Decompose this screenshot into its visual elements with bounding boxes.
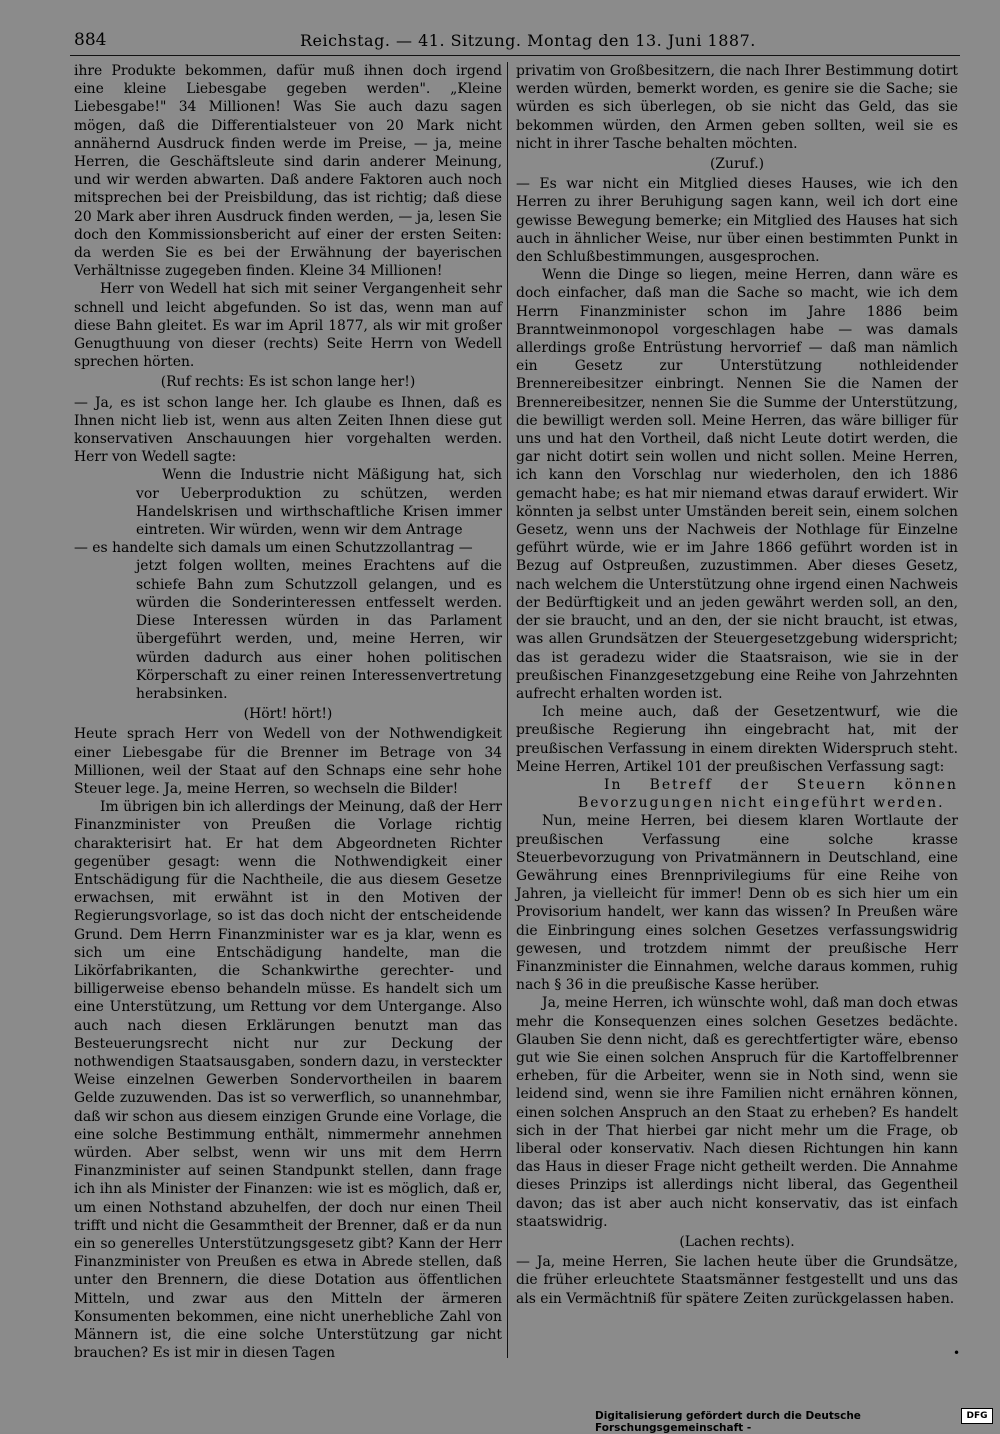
paragraph: Herr von Wedell hat sich mit seiner Vergangenheit sehr schnell und leicht abgefunden. So ist das, wenn man auf diese Bahn gleitet. Es war im April 1877, als wir mit großer Genugthuung von dieser (rechts) Seite Herrn von Wedell sprechen hörten. <box>74 281 502 371</box>
paragraph: Ja, meine Herren, ich wünschte wohl, daß man doch etwas mehr die Konsequenzen eines solchen Gesetzes bedächte. Glauben Sie denn nicht, daß es gerechtfertigter wäre, ebenso gut wie Sie einen solchen Anspruch für die Kartoffelbrenner erheben, für die Arbeiter, wenn sie in Noth sind, wenn sie leidend sind, wenn sie ihre Familien nicht ernähren können, einen solchen Anspruch an den Staat zu erheben? Es handelt sich in der That hierbei gar nicht mehr um die Frage, ob liberal oder konservativ. Nach diesen Richtungen hin kann das Haus in dieser Frage nicht getheilt werden. Die Annahme dieses Prinzips ist allerdings nicht liberal, das Gegentheil davon; das ist aber auch nicht konservativ, das ist einfach staatswidrig. <box>516 995 958 1230</box>
header-rule <box>70 55 960 56</box>
page-mark: • <box>953 1346 961 1360</box>
paragraph: Nun, meine Herren, bei diesem klaren Wortlaute der preußischen Verfassung eine solche krasse Steuerbevorzugung von Privatmännern in Deutschland, eine Gewährung eines Brennprivilegiums für eine Reihe von Jahren, ja vielleicht für immer! Denn ob es sich hier um ein Provisorium handelt, wer kann das wissen? In Preußen wäre die Einbringung eines solchen Gesetzes verfassungswidrig gewesen, und trotzdem nimmt der preußische Herr Finanzminister die Einnahmen, welche daraus kommen, ruhig nach § 36 in die preußische Kasse herüber. <box>516 813 958 994</box>
quotation: jetzt folgen wollten, meines Erachtens auf die schiefe Bahn zum Schutzzoll gelangen, und es würden die Sonderinteressen entfesselt werden. Diese Interessen würden in das Parlament übergeführt werden, und, meine Herren, wir würden dadurch aus einer hohen politischen Körperschaft zu einer reinen Interessenvertretung herabsinken. <box>136 558 502 702</box>
quotation: In Betreff der Steuern können Bevorzugungen nicht eingeführt werden. <box>578 776 958 812</box>
paragraph: Ich meine auch, daß der Gesetzentwurf, wie die preußische Regierung ihn eingebracht hat, mit der preußischen Verfassung in einem direkten Widerspruch steht. Meine Herren, Artikel 101 der preußischen Verfassung sagt: <box>516 704 958 775</box>
interjection: (Lachen rechts). <box>679 1234 795 1250</box>
paragraph: — Ja, meine Herren, Sie lachen heute über die Grundsätze, die früher erleuchtete Staatsmänner festgestellt und uns das als ein Vermächtniß für spätere Zeiten zurückgelassen haben. <box>516 1254 958 1307</box>
paragraph: — es handelte sich damals um einen Schutzzollantrag — <box>74 540 473 557</box>
interjection: (Zuruf.) <box>709 156 765 173</box>
paragraph: Heute sprach Herr von Wedell von der Nothwendigkeit einer Liebesgabe für die Brenner im Betrage von 34 Millionen, weil der Staat auf den Schnaps eine sehr hohe Steuer lege. Ja, meine Herren, so wechseln die Bilder! <box>74 726 502 797</box>
paragraph: Im übrigen bin ich allerdings der Meinung, daß der Herr Finanzminister von Preußen die Vorlage richtig charakterisirt hat. Er hat dem Abgeordneten Richter gegenüber gesagt: wenn die Nothwendigkeit einer Entschädigung für die Nachtheile, die aus diesem Gesetze erwachsen, mit erwähnt ist in den Motiven der Regierungsvorlage, so ist das doch nicht der entscheidende Grund. Dem Herrn Finanzminister war es ja klar, wenn es sich um eine Entschädigung handelte, man die Likörfabrikanten, die Schankwirthe gerechter- und billigerweise ebenso behandeln müsse. Es handelt sich um eine Unterstützung, um Rettung vor dem Untergange. Also auch nach diesen Erklärungen benutzt man das Besteuerungsrecht nicht nur zur Deckung der nothwendigen Staatsausgaben, sondern dazu, in versteckter Weise einzelnen Gewerben Sondervortheilen in baarem Gelde zuzuwenden. Das ist so verwerflich, so unannehmbar, daß wir schon aus diesem einzigen Grunde eine Vorlage, die eine solche Bestimmung enthält, nimmermehr annehmen würden. Aber selbst, wenn wir uns mit dem Herrn Finanzminister auf seinen Standpunkt stellen, dann frage ich ihn als Minister der Finanzen: wie ist es möglich, daß er, um einen Nothstand abzuhelfen, der doch nur einen Theil trifft und nicht die Gesammtheit der Brenner, daß er da nun ein so generelles Unterstützungsgesetz gibt? Kann der Herr Finanzminister von Preußen es etwa in Abrede stellen, daß unter den Brennern, die diese Dotation aus öffentlichen Mitteln, und zwar aus den Mitteln der ärmeren Konsumenten bekommen, eine nicht unerhebliche Zahl von Männern ist, die eine solche Unterstützung gar nicht brauchen? Es ist mir in diesen Tagen <box>74 799 502 1362</box>
left-column <box>74 62 502 1362</box>
page-number: 884 <box>74 30 107 50</box>
column-divider <box>507 62 508 1358</box>
paragraph: privatim von Großbesitzern, die nach Ihrer Bestimmung dotirt werden würden, bemerkt worden, es genire sie die Sache; sie würden es sich überlegen, ob sie nicht das Geld, das sie bekommen würden, den Armen geben sollten, weil sie es nicht in ihrer Tasche behalten möchten. <box>516 63 958 152</box>
right-column <box>516 62 958 1308</box>
interjection: (Ruf rechts: Es ist schon lange her!) <box>160 374 416 391</box>
interjection: (Hört! hört!) <box>243 706 333 723</box>
running-head: Reichstag. — 41. Sitzung. Montag den 13. Juni 1887. <box>300 31 756 50</box>
page-header <box>70 28 958 52</box>
paragraph: ihre Produkte bekommen, dafür muß ihnen doch irgend eine kleine Liebesgabe gegeben werden". „Kleine Liebesgabe!" 34 Millionen! Was Sie auch dazu sagen mögen, daß die Differentialsteuer von 20 Mark nicht annähernd Ausdruck finden werde im Preise, — ja, meine Herren, die Geschäftsleute sind darin anderer Meinung, und wir werden abwarten. Daß andere Faktoren auch noch mitsprechen bei der Preisbildung, das ist richtig; daß diese 20 Mark aber ihren Ausdruck finden werden, — ja, lesen Sie doch den Kommissionsbericht auf einer der ersten Seiten: da werden Sie es bei der Erwähnung der bayerischen Verhältnisse zugegeben finden. Kleine 34 Millionen! <box>74 63 502 280</box>
quotation: Wenn die Industrie nicht Mäßigung hat, sich vor Ueberproduktion zu schützen, werden Handelskrisen und wirthschaftliche Krisen immer eintreten. Wir würden, wenn wir dem Antrage <box>136 467 502 539</box>
paragraph: — Ja, es ist schon lange her. Ich glaube es Ihnen, daß es Ihnen nicht lieb ist, wenn aus alten Zeiten Ihnen diese gut konservativen Anschauungen hier vorgehalten werden. Herr von Wedell sagte: <box>74 394 502 466</box>
paragraph: Wenn die Dinge so liegen, meine Herren, dann wäre es doch einfacher, daß man die Sache so macht, wie ich dem Herrn Finanzminister schon im Jahre 1886 beim Branntweinmonopol vorgeschlagen habe — was damals allerdings große Entrüstung hervorrief — daß man nämlich ein Gesetz zur Unterstützung nothleidender Brennereibesitzer einbringt. Nennen Sie die Namen der Brennereibesitzer, nennen Sie die Summe der Unterstützung, die bewilligt werden soll. Meine Herren, das wäre billiger für uns und hat den Vortheil, daß nicht Leute dotirt werden, die gar nicht dotirt sein wollen und nicht sollen. Meine Herren, ich kann den Vorschlag nur wiederholen, den ich 1886 gemacht habe; es hat mir niemand etwas darauf erwidert. Wir könnten ja selbst unter Umständen bereit sein, einem solchen Gesetz, wenn uns der Nachweis der Nothlage für Einzelne geführt würde, wie er im Jahre 1866 geführt worden ist in Bezug auf Ostpreußen, zuzustimmen. Aber dieses Gesetz, nach welchem die Unterstützung ohne irgend einen Nachweis der Bedürftigkeit und an jeden gewährt werden soll, an den, der sie braucht, und an den, der sie nicht braucht, ist etwas, was allen Grundsätzen der Steuergesetzgebung widerspricht; das ist geradezu wider die Staatsraison, wie sie in der preußischen Finanzgesetzgebung eine Reihe von Jahrzehnten aufrecht erhalten worden ist. <box>516 267 958 702</box>
paragraph: — Es war nicht ein Mitglied dieses Hauses, wie ich den Herren zu ihrer Beruhigung sagen kann, weil ich dort eine gewisse Bewegung bemerke; ein Mitglied des Hauses hat sich auch in ähnlicher Weise, nur über einen bestimmten Punkt in den Schlußbestimmungen, ausgesprochen. <box>516 176 958 266</box>
digitization-credit: Digitalisierung gefördert durch die Deutsche Forschungsgemeinschaft - <box>595 1410 861 1434</box>
dfg-logo: DFG <box>961 1408 993 1424</box>
